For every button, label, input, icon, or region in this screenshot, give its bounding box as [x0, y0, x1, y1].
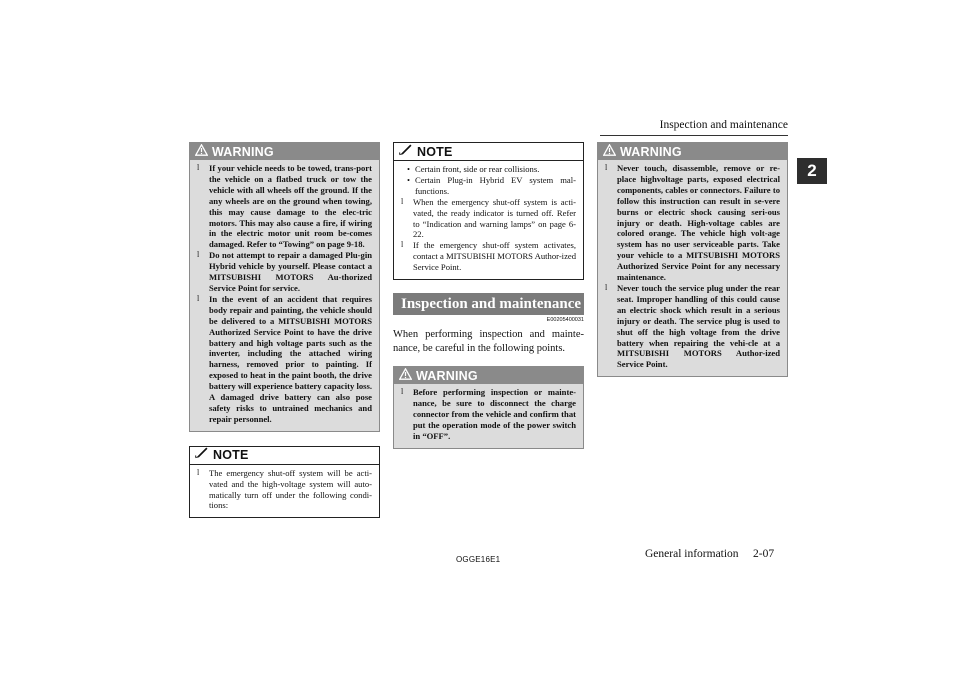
- list-item: l Never touch, disassemble, remove or re-place highvoltage parts, exposed electrical components, cables or connectors. Failure to follow this instruction can result in se-vere burns or electric shock causing seri-ous injury or death. High-voltage cables are colored orange. The vehicle high volt-age system has no user serviceable parts. Take your vehicle to a MITSUBISHI MOTORS Authorized Service Point for any necessary maintenance.: [605, 163, 780, 283]
- column-3: [597, 142, 788, 377]
- list-item: l In the event of an accident that requires body repair and painting, the vehicle should be delivered to a MITSUBISHI MOTORS Authorized Service Point to have the drive battery and high voltage parts such as the inverter, including the attached wiring harness, removed prior to painting. If exposed to heat in the paint booth, the drive battery will experience battery capacity loss. A damaged drive battery can also pose safety risks to untrained mechanics and repair personnel.: [197, 293, 372, 424]
- note-header: [190, 447, 379, 465]
- list-item: l The emergency shut-off system will be acti-vated and the high-voltage system will auto-matically turn off under the following condi-tions:: [197, 467, 372, 511]
- note-box: [189, 446, 380, 519]
- footer-section-label: General information: [645, 548, 739, 560]
- note-pencil-icon: [399, 143, 413, 161]
- section-title: Inspection and maintenance: [393, 293, 584, 315]
- column-2: [393, 142, 584, 449]
- note-pencil-icon: [195, 446, 209, 464]
- header-rule: [600, 135, 788, 136]
- list-item: l If your vehicle needs to be towed, trans-port the vehicle on a flatbed truck or tow the vehicle with all wheels off the ground. If the any wheels are on the ground when towing, this may cause damage to the elec-tric motors. This may also cause a fire, if wiring in the electric motor unit room be-comes damaged. Refer to “Towing” on page 9-18.: [197, 163, 372, 250]
- footer-code: OGGE16E1: [456, 555, 501, 564]
- warning-triangle-icon: [399, 367, 412, 385]
- warning-header: [190, 143, 379, 160]
- note-header: [394, 143, 583, 161]
- chapter-tab: 2: [797, 158, 827, 184]
- warning-label: WARNING: [212, 144, 274, 159]
- page-number: 2-07: [753, 548, 775, 560]
- section-heading: [393, 293, 584, 323]
- note-box: [393, 142, 584, 280]
- warning-box: [597, 142, 788, 377]
- note-label: NOTE: [417, 144, 453, 159]
- list-item: l Never touch the service plug under the rear seat. Improper handling of this could cause an electric shock which result in a serious injury or death. The service plug is used to shut off the high voltage from the drive battery when repairing the vehi-cle at a MITSUBISHI MOTORS Author-ized Service Point.: [605, 282, 780, 370]
- list-item: l If the emergency shut-off system activates, contact a MITSUBISHI MOTORS Author-ized Service Point.: [401, 240, 576, 273]
- sub-list-item: • Certain front, side or rear collisions.: [407, 164, 540, 174]
- warning-box: [393, 366, 584, 449]
- warning-header: [598, 143, 787, 160]
- warning-label: WARNING: [620, 144, 682, 159]
- running-head: Inspection and maintenance: [659, 119, 788, 131]
- list-item: l When the emergency shut-off system is acti-vated, the ready indicator is turned off. Refer to “Indication and warning lamps” on page 6-22.: [401, 196, 576, 240]
- column-1: [189, 142, 380, 518]
- intro-paragraph: When performing inspection and mainte-nance, be careful in the following points.: [393, 329, 584, 355]
- warning-label: WARNING: [416, 368, 478, 383]
- warning-header: [394, 367, 583, 384]
- sub-list-item: • Certain Plug-in Hybrid EV system mal-functions.: [407, 174, 576, 196]
- list-item: l Do not attempt to repair a damaged Plu-gin Hybrid vehicle by yourself. Please contact a MITSUBISHI MOTORS Au-thorized Service Point for service.: [197, 250, 372, 293]
- warning-box: [189, 142, 380, 432]
- warning-triangle-icon: [195, 143, 208, 161]
- warning-triangle-icon: [603, 143, 616, 161]
- note-label: NOTE: [213, 448, 249, 463]
- section-code: E00205400031: [546, 317, 584, 324]
- list-item: l Before performing inspection or mainte-nance, be sure to disconnect the charge connector from the vehicle and confirm that put the operation mode of the power switch in “OFF”.: [401, 387, 576, 441]
